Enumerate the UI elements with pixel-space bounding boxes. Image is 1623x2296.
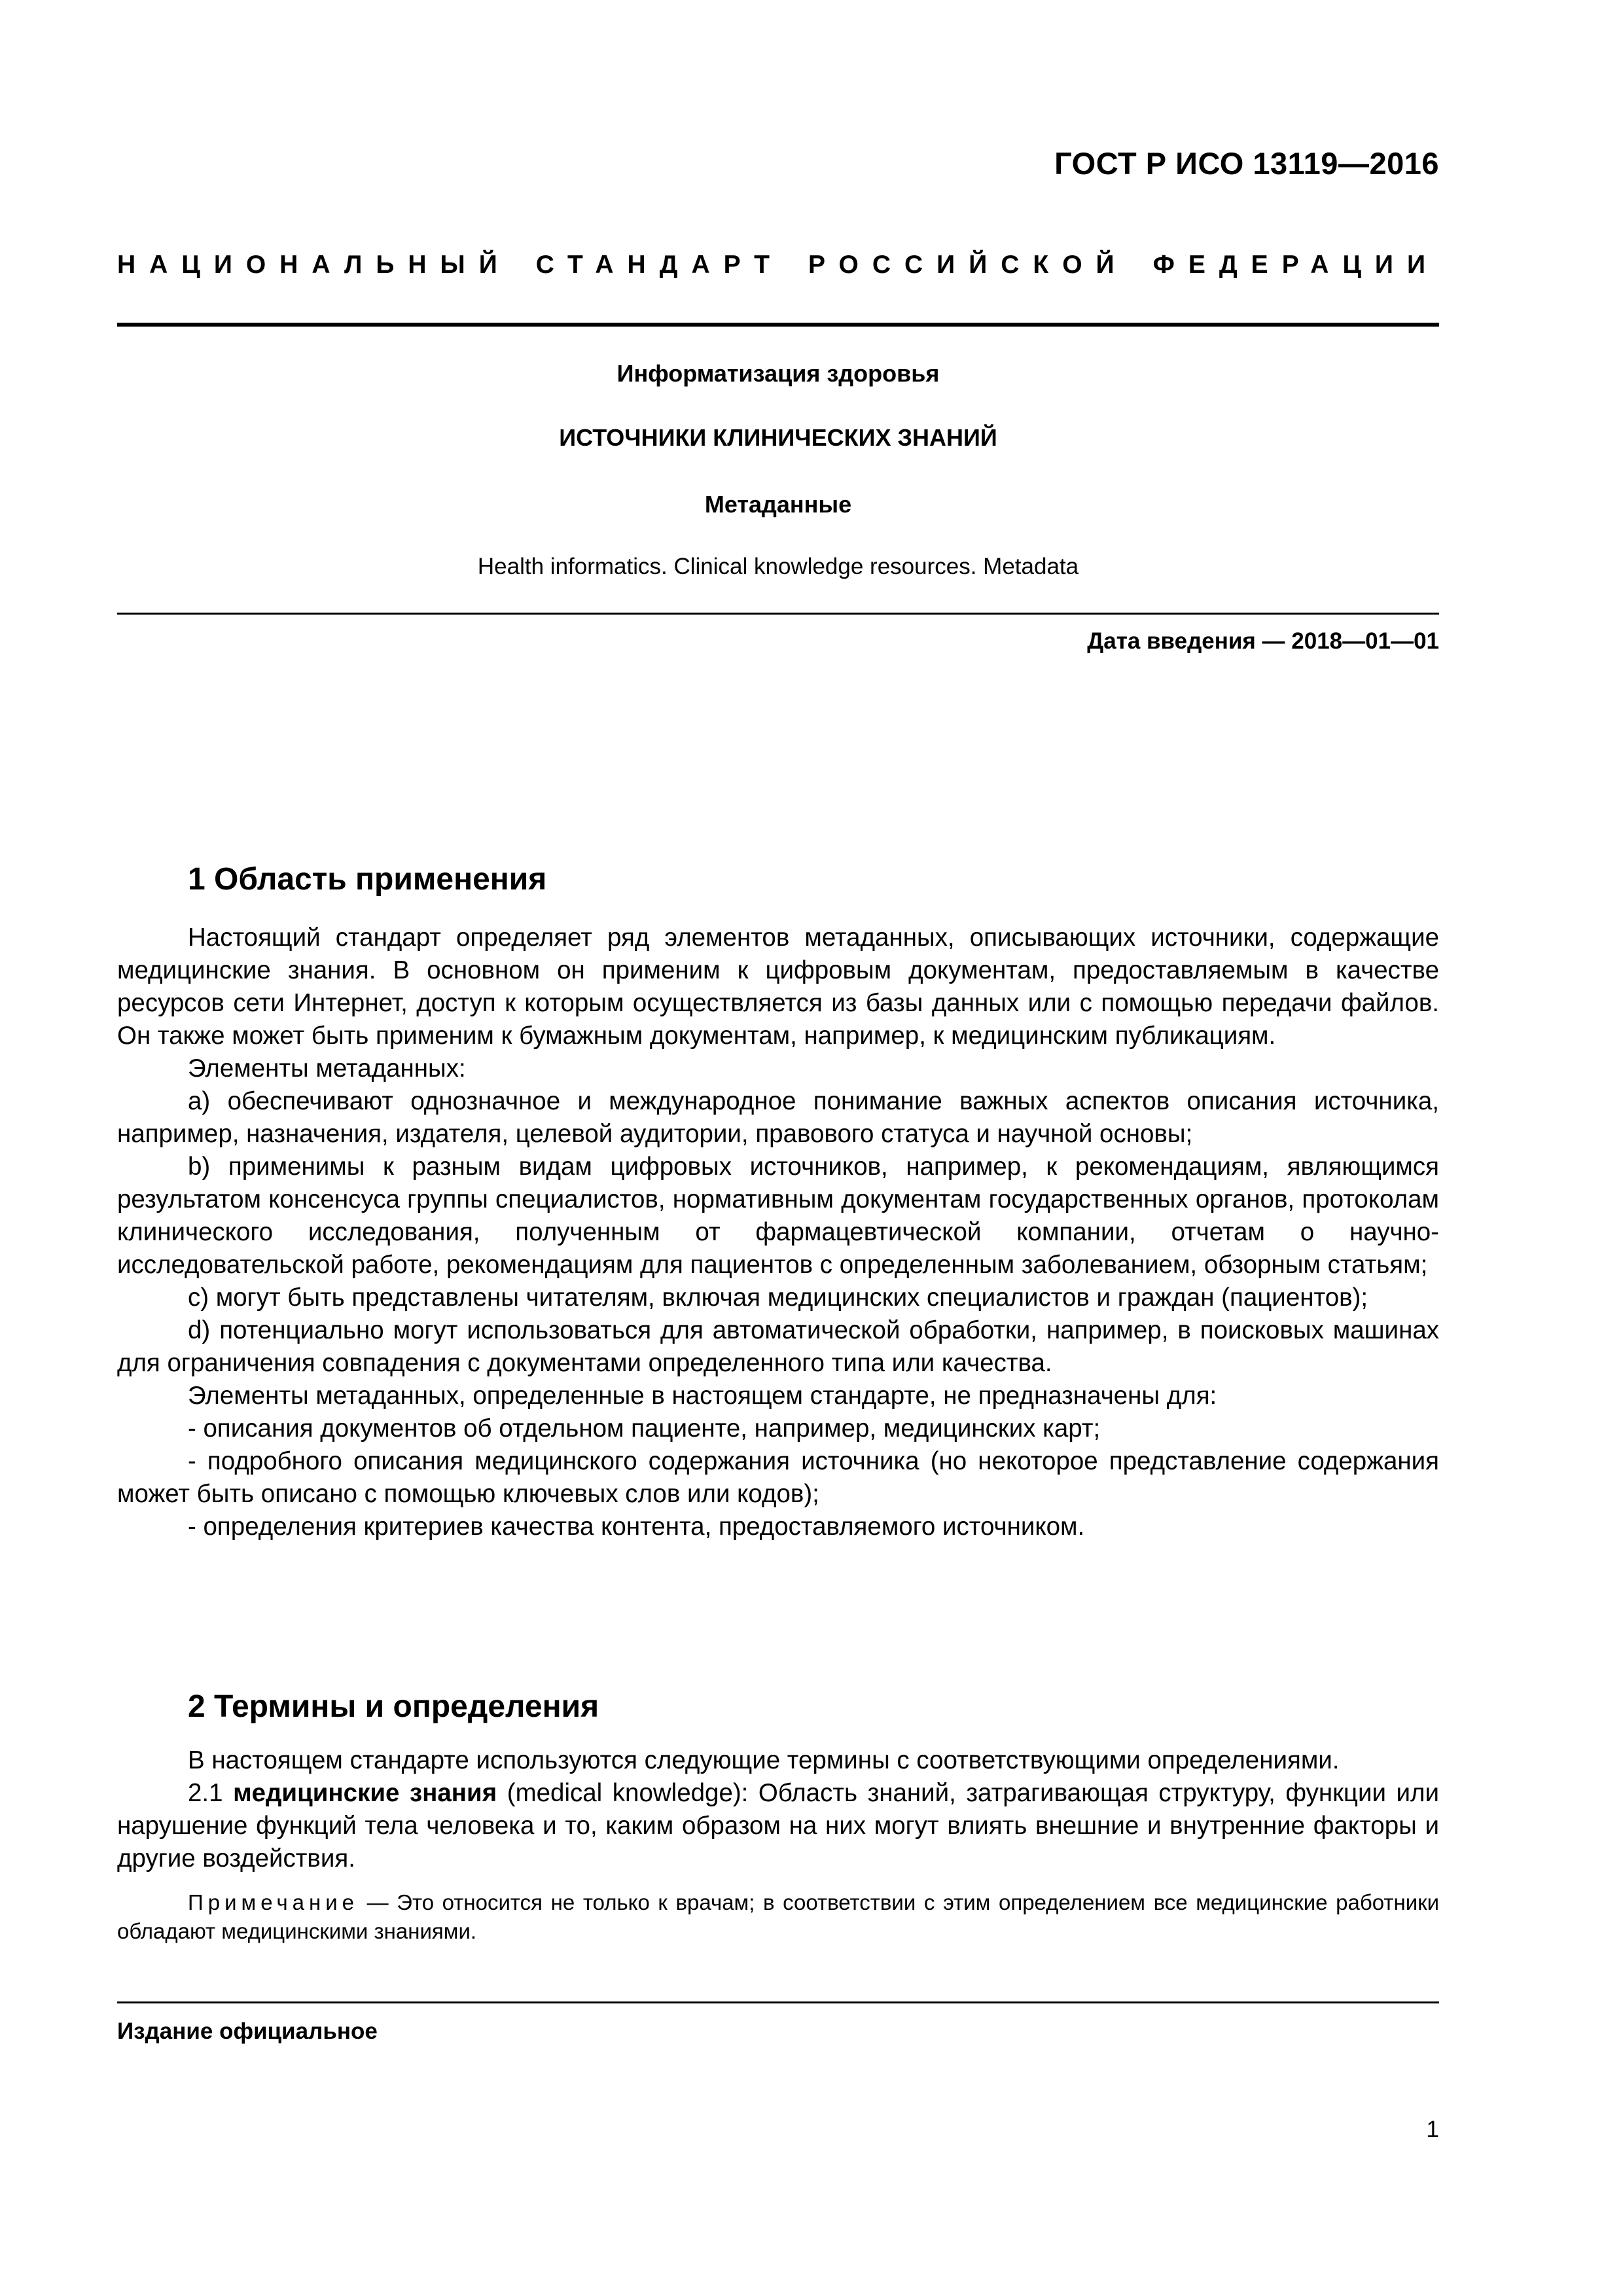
page-number: 1 (1426, 2117, 1439, 2142)
scope-paragraph: Элементы метаданных: (188, 1054, 466, 1083)
list-item-a: a) обеспечивают однозначное и международное понимание важных аспектов описания источника, например, назначения, издателя, целевой аудитории, правового статуса и научной основы; (117, 1087, 1439, 1148)
section-2-heading: 2 Термины и определения (188, 1689, 599, 1724)
scope-paragraph: Элементы метаданных, определенные в настоящем стандарте, не предназначены для: (188, 1382, 1217, 1410)
national-standard-header: НАЦИОНАЛЬНЫЙ СТАНДАРТ РОССИЙСКОЙ ФЕДЕРАЦИИ (117, 251, 1439, 279)
title-main: ИСТОЧНИКИ КЛИНИЧЕСКИХ ЗНАНИЙ (559, 424, 997, 451)
dash-item: - подробного описания медицинского содержания источника (но некоторое представление содержания может быть описано с помощью ключевых слов или кодов); (117, 1447, 1439, 1508)
note-label: Примечание (188, 1890, 359, 1914)
title-field: Информатизация здоровья (616, 360, 940, 387)
term-definition (117, 1777, 1439, 1875)
term-text: (medical knowledge): Область знаний, затрагивающая структуру, функции или нарушение функций тела человека и то, каким образом на них могут влиять внешние и внутренние факторы и другие воздействия. (117, 1779, 1440, 1873)
note (117, 1888, 1439, 1946)
scope-paragraph: Настоящий стандарт определяет ряд элементов метаданных, описывающих источники, содержащие медицинские знания. В основном он применим к цифровым документам, предоставляемым в качестве ресурсов сети Интернет, доступ к которым осуществляется из базы данных или с помощью передачи файлов. Он также может быть применим к бумажным документам, например, к медицинским публикациям. (117, 924, 1439, 1050)
terms-intro: В настоящем стандарте используются следующие термины с соответствующими определениями. (188, 1746, 1340, 1774)
footer-rule (117, 2001, 1439, 2003)
term-number: 2.1 (188, 1779, 223, 1807)
document-code: ГОСТ Р ИСО 13119—2016 (1054, 146, 1439, 181)
title-rule (117, 613, 1439, 615)
section-2-body (117, 1744, 1439, 1875)
header-rule (117, 323, 1439, 327)
note-text: — Это относится не только к врачам; в соответствии с этим определением все медицинские работники обладают медицинскими знаниями. (117, 1890, 1440, 1943)
section-1-heading: 1 Область применения (188, 862, 547, 897)
title-english: Health informatics. Clinical knowledge resources. Metadata (477, 554, 1079, 579)
list-item-b: b) применимы к разным видам цифровых источников, например, к рекомендациям, являющимся результатом консенсуса группы специалистов, нормативным документам государственных органов, протоколам клинического исследования, полученным от фармацевтической компании, отчетам о научно-исследовательской работе, рекомендациям для пациентов с определенным заболеванием, обзорным статьям; (117, 1153, 1439, 1279)
introduction-date: Дата введения — 2018—01—01 (1087, 628, 1439, 654)
section-1-body (117, 922, 1439, 1543)
title-subtitle: Метаданные (704, 491, 852, 518)
edition-label: Издание официальное (117, 2018, 378, 2044)
term-name: медицинские знания (233, 1779, 497, 1807)
dash-item: - описания документов об отдельном пациенте, например, медицинских карт; (188, 1414, 1101, 1443)
list-item-c: c) могут быть представлены читателям, включая медицинских специалистов и граждан (пациентов); (188, 1283, 1368, 1312)
dash-item: - определения критериев качества контента, предоставляемого источником. (188, 1513, 1085, 1541)
list-item-d: d) потенциально могут использоваться для автоматической обработки, например, в поисковых машинах для ограничения совпадения с документами определенного типа или качества. (117, 1316, 1439, 1377)
